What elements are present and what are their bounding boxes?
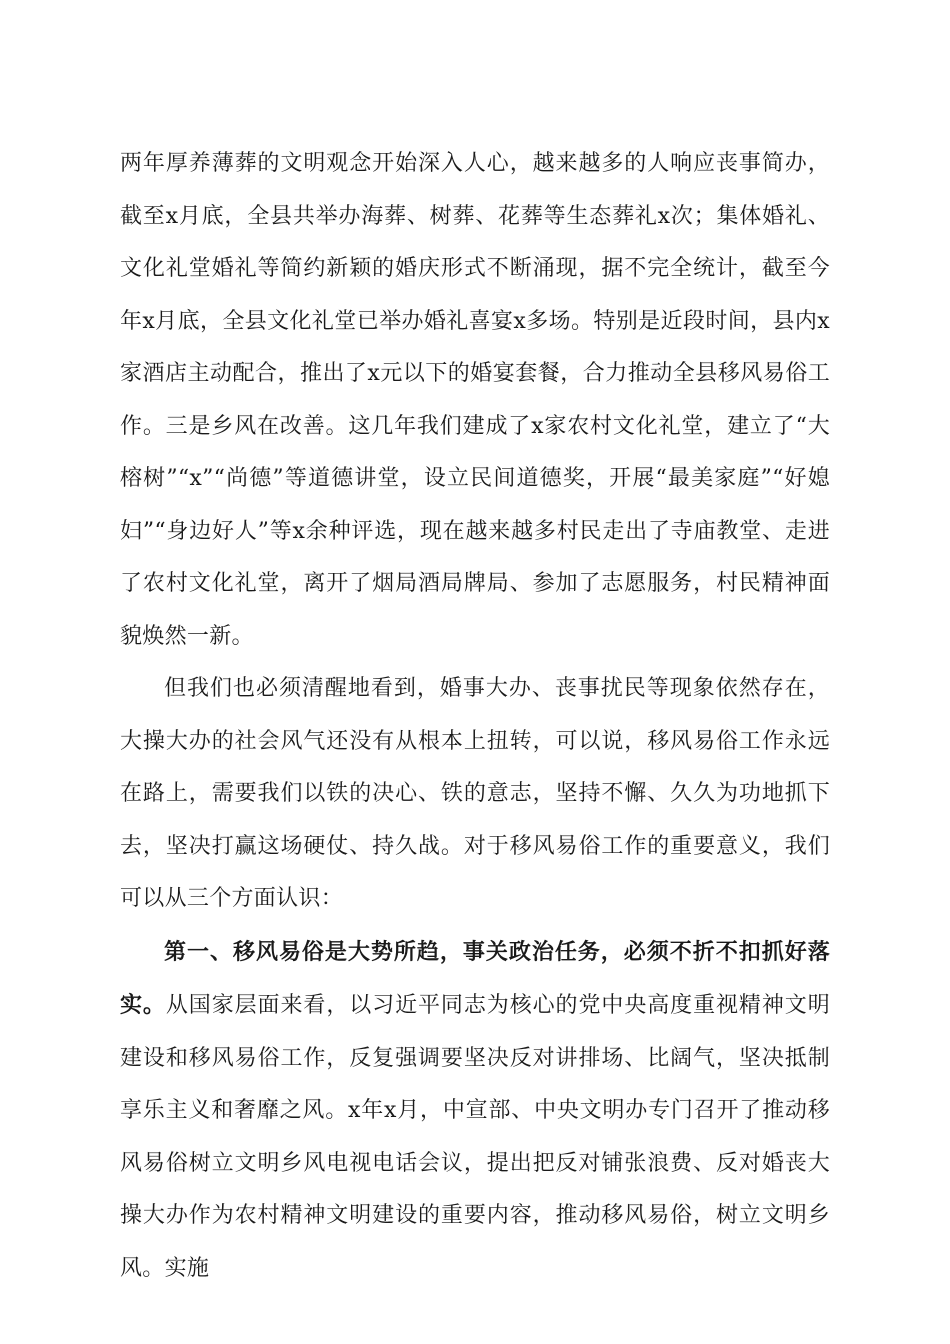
paragraph-1: 两年厚养薄葬的文明观念开始深入人心，越来越多的人响应丧事简办，截至x月底，全县共举办海葬、树葬、花葬等生态葬礼x次；集体婚礼、文化礼堂婚礼等简约新颖的婚庆形式不断涌现，据不完全统计，截至今年x月底，全县文化礼堂已举办婚礼喜宴x多场。特别是近段时间，县内x家酒店主动配合，推出了x元以下的婚宴套餐，合力推动全县移风易俗工作。三是乡风在改善。这几年我们建成了x家农村文化礼堂，建立了“大榕树”“x”“尚德”等道德讲堂，设立民间道德奖，开展“最美家庭”“好媳妇”“身边好人”等x余种评选，现在越来越多村民走出了寺庙教堂、走进了农村文化礼堂，离开了烟局酒局牌局、参加了志愿服务，村民精神面貌焕然一新。 [120, 151, 830, 649]
paragraph-2: 但我们也必须清醒地看到，婚事大办、丧事扰民等现象依然存在，大操大办的社会风气还没有从根本上扭转，可以说，移风易俗工作永远在路上，需要我们以铁的决心、铁的意志，坚持不懈、久久为功地抓下去，坚决打赢这场硬仗、持久战。对于移风易俗工作的重要意义，我们可以从三个方面认识： [120, 676, 830, 911]
paragraph-3 [120, 926, 830, 1296]
document-body [120, 138, 830, 1295]
paragraph-3-heading: 第一、移风易俗是大势所趋，事关政治任务，必须不折不扣抓好落实。 [120, 938, 830, 1018]
paragraph-3-body: 从国家层面来看，以习近平同志为核心的党中央高度重视精神文明建设和移风易俗工作，反复强调要坚决反对讲排场、比阔气，坚决抵制享乐主义和奢靡之风。x年x月，中宣部、中央文明办专门召开了推动移风易俗树立文明乡风电视电话会议，提出把反对铺张浪费、反对婚丧大操大办作为农村精神文明建设的重要内容，推动移风易俗，树立文明乡风。实施 [120, 993, 831, 1281]
